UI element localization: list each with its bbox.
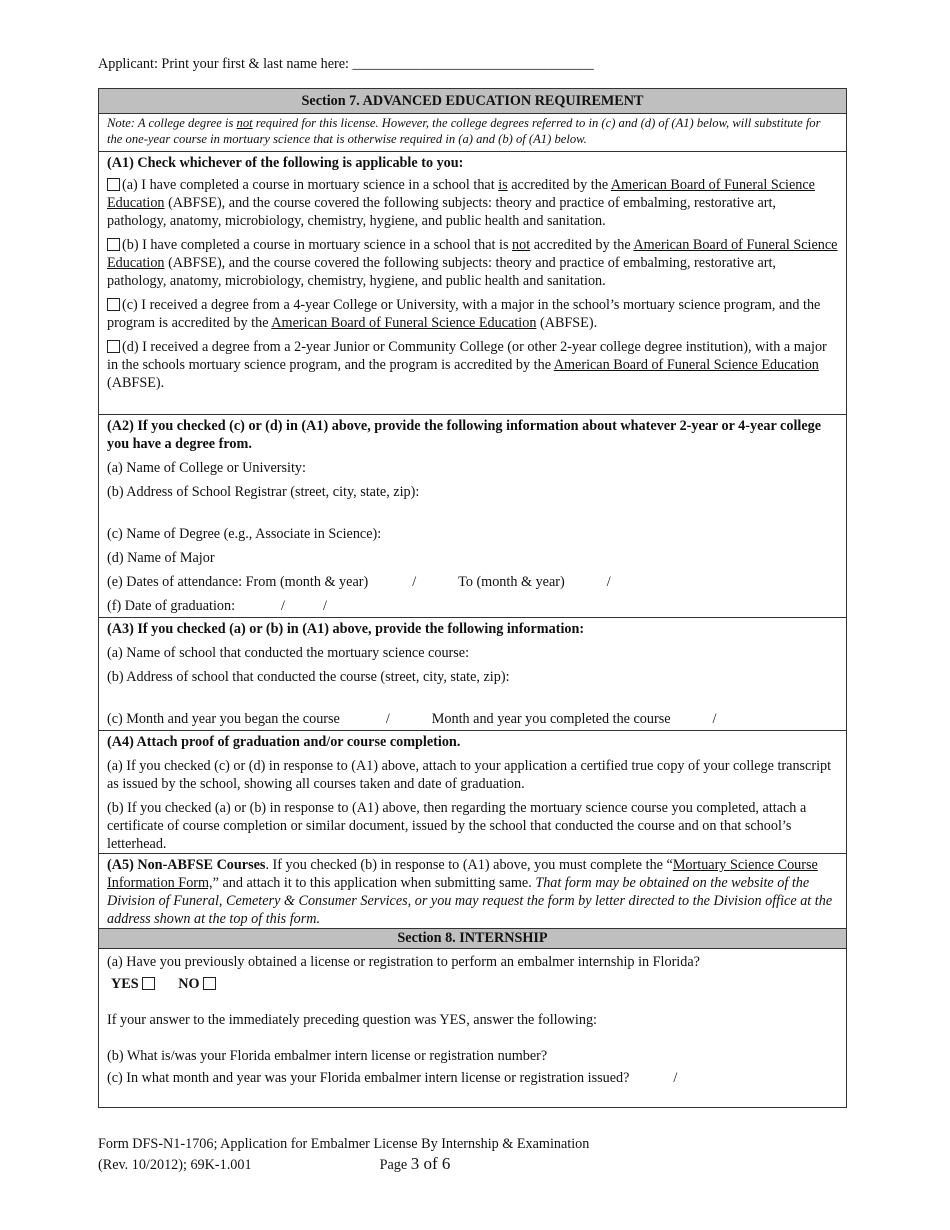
a2-college-field[interactable]: (a) Name of College or University: bbox=[107, 460, 306, 476]
no-label: NO bbox=[178, 976, 200, 992]
section7-note: Note: A college degree is not required for this license. However, the college degrees referred to in (c) and (d) of (A1) below, will substitute for the one-year course in mortuary science that is otherwise required in (a) and (b) of (A1) below. bbox=[99, 114, 846, 152]
s8-yes-no bbox=[107, 975, 838, 993]
footer-form-title: Form DFS-N1-1706; Application for Embalmer License By Internship & Examination bbox=[98, 1136, 590, 1152]
a1-c-checkbox[interactable] bbox=[107, 298, 120, 311]
s8-question-c[interactable]: (c) In what month and year was your Florida embalmer intern license or registration issued? / bbox=[107, 1070, 678, 1086]
a1-option-a: (a) I have completed a course in mortuary science in a school that is accredited by the American Board of Funeral Science Education (ABFSE), and the course covered the following subjects: theory and practice of embalming, restorative art, pathology, anatomy, microbiology, chemistry, hygiene, and public health and sanitation. bbox=[107, 177, 815, 229]
no-checkbox[interactable] bbox=[203, 977, 216, 990]
s8-question-b[interactable]: (b) What is/was your Florida embalmer intern license or registration number? bbox=[107, 1048, 548, 1064]
a1-d-checkbox[interactable] bbox=[107, 340, 120, 353]
a1-heading: (A1) Check whichever of the following is applicable to you: bbox=[107, 155, 464, 171]
a3-heading: (A3) If you checked (a) or (b) in (A1) above, provide the following information: bbox=[107, 621, 585, 637]
a2-registrar-space bbox=[107, 507, 838, 525]
a3-block bbox=[99, 618, 846, 731]
a1-b-checkbox[interactable] bbox=[107, 238, 120, 251]
yes-checkbox[interactable] bbox=[142, 977, 155, 990]
a2-heading: (A2) If you checked (c) or (d) in (A1) above, provide the following information about whatever 2-year or 4-year college you have a degree from. bbox=[107, 418, 822, 452]
footer-revision: (Rev. 10/2012); 69K-1.001 bbox=[98, 1157, 252, 1173]
a2-block bbox=[99, 415, 846, 618]
page-number: 3 of 6 bbox=[410, 1154, 451, 1173]
section8-title: Section 8. INTERNSHIP bbox=[99, 929, 846, 949]
a3-school-field[interactable]: (a) Name of school that conducted the mortuary science course: bbox=[107, 645, 470, 661]
section7-title: Section 7. ADVANCED EDUCATION REQUIREMENT bbox=[99, 89, 846, 114]
a5-text: (A5) Non-ABFSE Courses. If you checked (b) in response to (A1) above, you must complete the “Mortuary Science Course Information Form,” and attach it to this application when submitting same. That form may be obtained on the website of the Division of Funeral, Cemetery & Consumer Services, or you may request the form by letter directed to the Division office at the address shown at the top of this form. bbox=[107, 857, 833, 927]
a4-item-a: (a) If you checked (c) or (d) in response to (A1) above, attach to your application a certified true copy of your college transcript as issued by the school, showing all courses taken and date of graduation. bbox=[107, 758, 832, 792]
a2-registrar-field[interactable]: (b) Address of School Registrar (street, city, state, zip): bbox=[107, 484, 420, 500]
page-label: Page bbox=[379, 1157, 411, 1173]
form-footer bbox=[98, 1134, 589, 1175]
a2-degree-field[interactable]: (c) Name of Degree (e.g., Associate in Science): bbox=[107, 526, 382, 542]
a1-a-checkbox[interactable] bbox=[107, 178, 120, 191]
a1-option-d: (d) I received a degree from a 2-year Junior or Community College (or other 2-year college degree institution), with a major in the schools mortuary science program, and the program is accredited by the American Board of Funeral Science Education (ABFSE). bbox=[107, 339, 827, 391]
yes-label: YES bbox=[111, 976, 139, 992]
application-form bbox=[98, 88, 847, 1108]
a3-address-field[interactable]: (b) Address of school that conducted the course (street, city, state, zip): bbox=[107, 669, 510, 685]
s8-question-a: (a) Have you previously obtained a license or registration to perform an embalmer internship in Florida? bbox=[107, 954, 700, 970]
applicant-blank[interactable]: __________________________________ bbox=[352, 56, 594, 72]
a3-course-dates-field[interactable]: (c) Month and year you began the course / Month and year you completed the course / bbox=[107, 711, 717, 727]
applicant-label: Applicant: Print your first & last name here: bbox=[98, 56, 349, 72]
a1-option-b: (b) I have completed a course in mortuary science in a school that is not accredited by the American Board of Funeral Science Education (ABFSE), and the course covered the following subjects: theory and practice of embalming, restorative art, pathology, anatomy, microbiology, chemistry, hygiene, and public health and sanitation. bbox=[107, 237, 838, 289]
a1-option-c: (c) I received a degree from a 4-year College or University, with a major in the school’s mortuary science program, and the program is accredited by the American Board of Funeral Science Education (ABFSE). bbox=[107, 297, 821, 331]
a4-block bbox=[99, 731, 846, 854]
a2-dates-field[interactable]: (e) Dates of attendance: From (month & year) / To (month & year) / bbox=[107, 574, 611, 590]
a4-heading: (A4) Attach proof of graduation and/or course completion. bbox=[107, 734, 461, 750]
a5-block bbox=[99, 854, 846, 929]
a2-major-field[interactable]: (d) Name of Major bbox=[107, 550, 215, 566]
a3-address-space bbox=[107, 692, 838, 710]
a4-item-b: (b) If you checked (a) or (b) in response to (A1) above, then regarding the mortuary science course you completed, attach a certificate of course completion or similar document, issued by the school that conducted the course and on that school’s letterhead. bbox=[107, 800, 807, 852]
s8-followup: If your answer to the immediately preceding question was YES, answer the following: bbox=[107, 1012, 598, 1028]
applicant-name-line bbox=[98, 56, 594, 73]
section8-block bbox=[99, 949, 846, 1107]
footer-revision-line bbox=[98, 1154, 589, 1175]
a2-graduation-field[interactable]: (f) Date of graduation: / / bbox=[107, 598, 327, 614]
a1-block bbox=[99, 152, 846, 415]
